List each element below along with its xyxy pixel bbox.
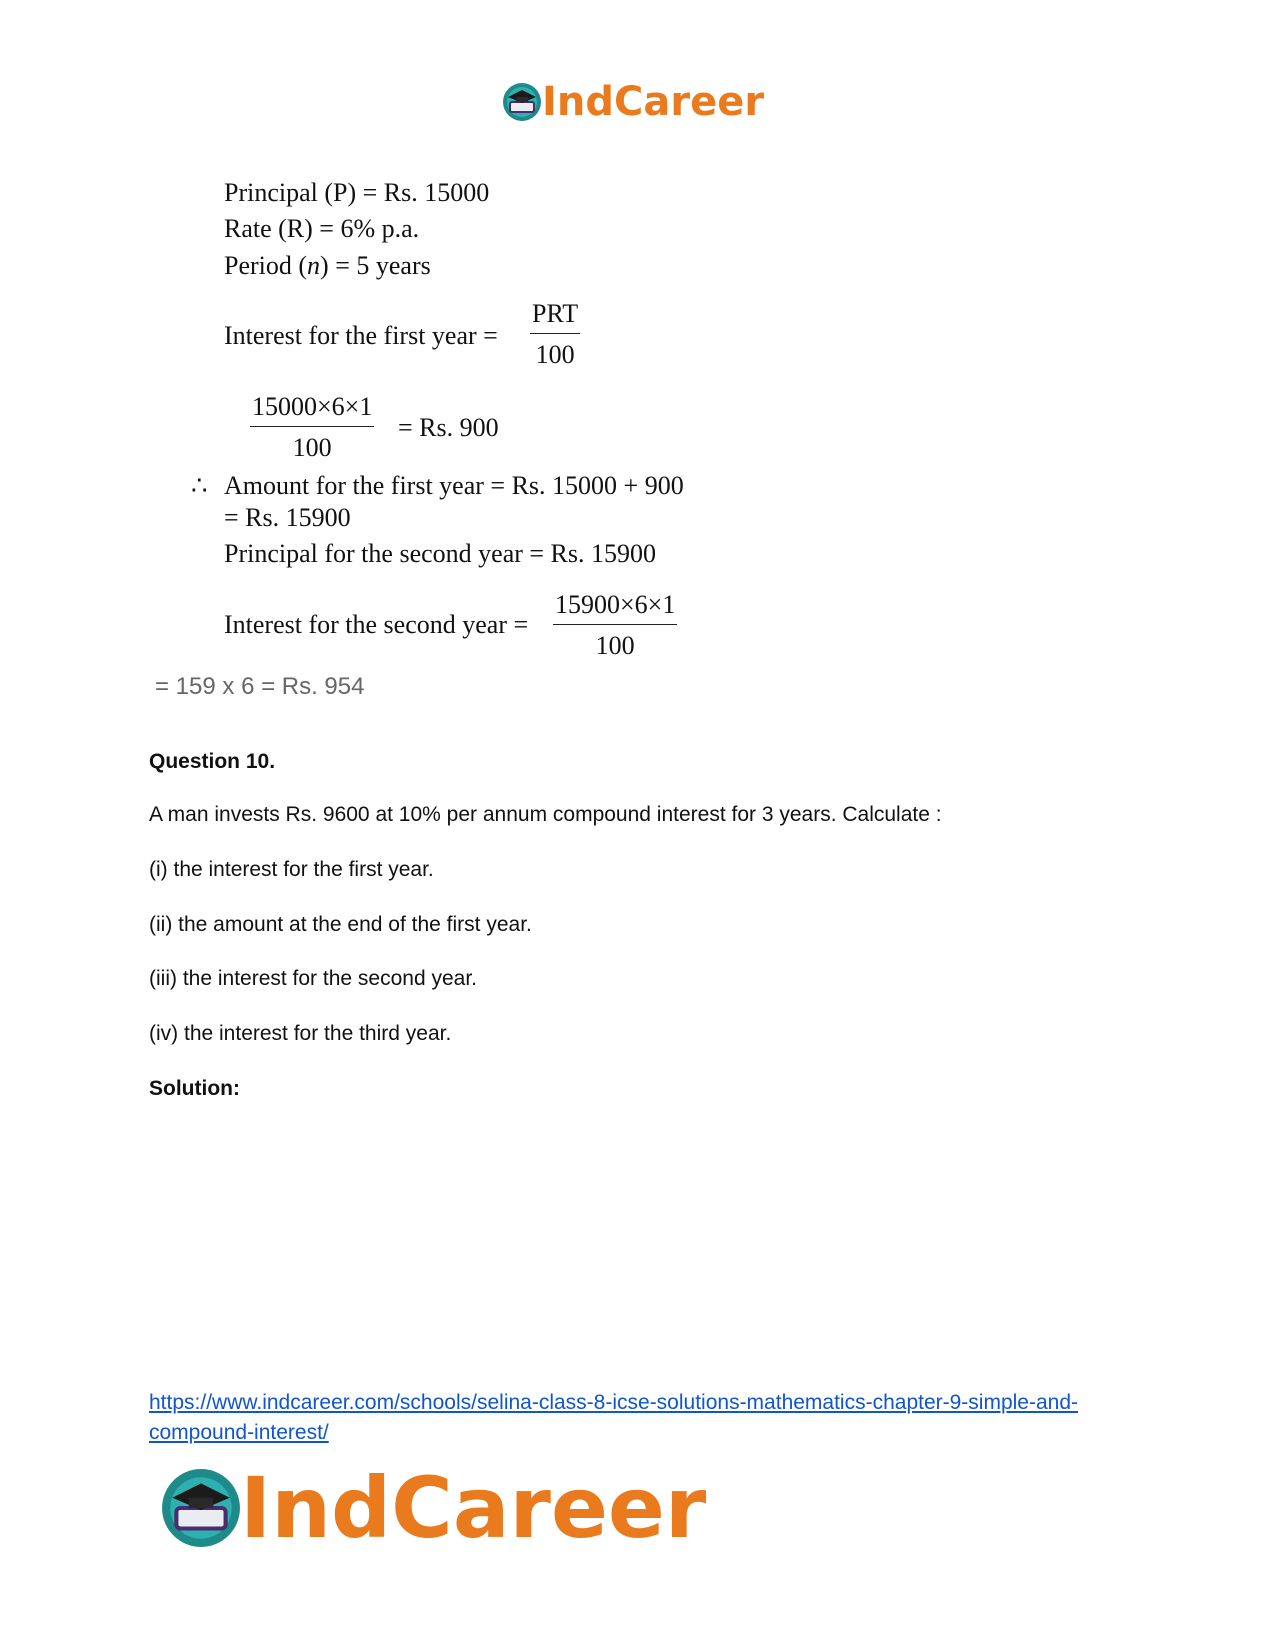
principal-line: Principal (P) = Rs. 15000 — [224, 178, 490, 207]
principal-second-line: Principal for the second year = Rs. 15900 — [224, 539, 657, 568]
question-text: A man invests Rs. 9600 at 10% per annum compound interest for 3 years. Calculate : — [149, 803, 942, 826]
logo-wordmark: IndCareer — [240, 1459, 707, 1557]
final-result-line: = 159 x 6 = Rs. 954 — [155, 673, 365, 700]
period-prefix: Period ( — [224, 251, 308, 280]
header-logo[interactable] — [502, 79, 765, 125]
fraction-denominator: 100 — [535, 340, 575, 369]
first-interest-fraction — [530, 299, 580, 370]
graduation-cap-book-icon — [160, 1467, 242, 1549]
period-variable: n — [307, 251, 321, 280]
question-part-iv: (iv) the interest for the third year. — [149, 1022, 452, 1045]
second-interest-fraction — [553, 590, 677, 661]
source-url-link[interactable]: https://www.indcareer.com/schools/selina-class-8-icse-solutions-mathematics-chapter-9-simple-and-compound-interest/ — [149, 1391, 1079, 1444]
graduation-cap-book-icon — [502, 82, 542, 122]
question-part-iii: (iii) the interest for the second year. — [149, 967, 477, 990]
first-interest-label: Interest for the first year = — [224, 321, 498, 350]
fraction-denominator: 100 — [595, 631, 635, 660]
fraction-numerator: 15900×6×1 — [553, 590, 677, 625]
solution-heading: Solution: — [149, 1077, 240, 1100]
rate-line: Rate (R) = 6% p.a. — [224, 214, 420, 243]
first-calc-result: = Rs. 900 — [398, 413, 499, 442]
question-heading: Question 10. — [149, 750, 276, 773]
amount-first-line: Amount for the first year = Rs. 15000 + 900 — [224, 471, 684, 500]
question-part-ii: (ii) the amount at the end of the first year. — [149, 913, 532, 936]
period-line — [224, 253, 431, 279]
fraction-numerator: 15000×6×1 — [250, 392, 374, 427]
second-interest-label: Interest for the second year = — [224, 610, 529, 639]
fraction-denominator: 100 — [292, 433, 332, 462]
fraction-numerator: PRT — [530, 299, 580, 334]
logo-wordmark: IndCareer — [542, 79, 765, 125]
period-suffix: ) = 5 years — [320, 251, 431, 280]
first-calc-fraction — [250, 392, 374, 463]
footer-logo[interactable] — [160, 1459, 707, 1557]
amount-first-result: = Rs. 15900 — [224, 503, 351, 532]
question-part-i: (i) the interest for the first year. — [149, 858, 434, 881]
therefore-symbol: ∴ — [191, 471, 208, 500]
